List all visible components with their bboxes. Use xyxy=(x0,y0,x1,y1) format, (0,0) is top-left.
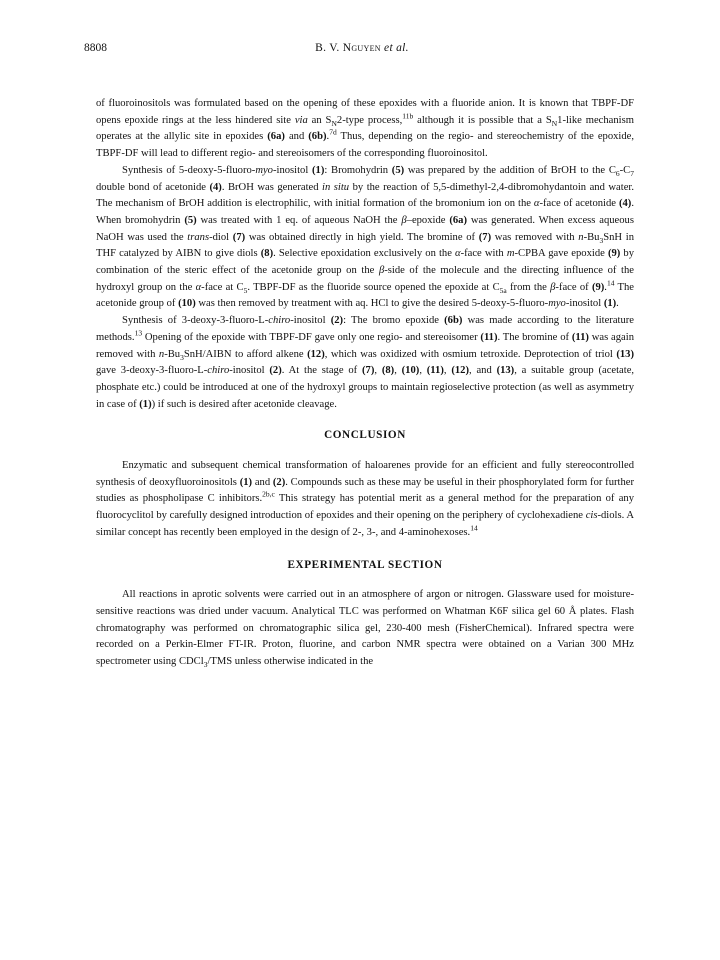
text-run: 6 xyxy=(615,168,620,178)
text-run: . TBPF-DF as the fluoride source opened the epoxide at C xyxy=(247,281,500,293)
text-run: (8) xyxy=(260,248,274,260)
spacer xyxy=(96,413,634,427)
text-run: -diols. A similar concept has recently been employed in the design of 2-, 3-, and 4-aminohexoses. xyxy=(96,510,634,538)
citation: 14 xyxy=(470,523,478,533)
text-run: This strategy has potential merit as a general method for the preparation of any fluorocyclitol by carefully designed introduction of epoxides and their opening on the periphery of cyclohexadiene xyxy=(96,493,634,522)
text-run: Synthesis of 3-deoxy-3-fluoro-L- xyxy=(122,315,269,327)
text-run: (9) xyxy=(607,248,621,260)
text-run: -inositol xyxy=(229,365,270,377)
text-run: (4) xyxy=(209,181,222,193)
text-run: an S xyxy=(307,114,332,126)
author-initials: B. V. xyxy=(315,42,343,54)
text-run: . xyxy=(604,281,607,293)
text-run: (1) xyxy=(312,164,325,176)
text-run: 2-type process, xyxy=(336,114,403,126)
text-run: (4) xyxy=(618,198,632,210)
text-run: 3 xyxy=(599,235,604,245)
text-run: n xyxy=(578,231,584,243)
text-run: and xyxy=(252,476,273,488)
text-run: (1) xyxy=(139,398,152,410)
text-run: (6b) xyxy=(444,315,463,327)
text-run: cis xyxy=(585,510,598,522)
paragraph-experimental xyxy=(96,587,634,671)
text-run: , a suitable group (acetate, phosphate etc.) could be introduced at one of the hydroxyl groups to maintain regioselective protection (as well as asymmetry in case of xyxy=(96,365,635,410)
text-run: (2) xyxy=(269,365,282,377)
text-run: double bond of acetonide xyxy=(96,181,210,193)
text-run: (7) xyxy=(232,231,246,243)
text-run: was removed with xyxy=(491,231,579,243)
text-run: . At the stage of xyxy=(281,365,362,377)
text-run: was obtained directly in high yield. The bromine of xyxy=(245,231,479,243)
text-run: , xyxy=(443,365,452,377)
text-run: , xyxy=(419,365,427,377)
text-run: -diol xyxy=(209,231,233,243)
text-run: . xyxy=(326,131,330,143)
text-run: m xyxy=(506,248,515,260)
text-run: 3 xyxy=(180,352,184,362)
spacer xyxy=(96,573,634,587)
text-run: was generated. When excess aqueous NaOH was used the xyxy=(96,214,634,243)
citation: 11b xyxy=(402,111,414,121)
text-run: β xyxy=(401,214,407,226)
text-run: (2) xyxy=(272,476,286,488)
text-run: (11) xyxy=(480,331,498,343)
author-etal: et al. xyxy=(384,42,409,54)
text-run: N xyxy=(331,118,337,128)
text-run: was again removed with xyxy=(96,331,634,360)
text-run: -CPBA gave epoxide xyxy=(514,248,608,260)
text-run: , which was oxidized with osmium tetroxide. Deprotection of triol xyxy=(324,348,617,360)
text-run: was treated with 1 eq. of aqueous NaOH the xyxy=(196,214,402,226)
paragraph-conclusion xyxy=(96,458,634,542)
text-run: in situ xyxy=(322,181,350,193)
citation: 7d xyxy=(329,127,337,137)
text-run: . Compounds such as these may be useful in their phosphorylated form for further studies as phospholipase C inhibitors. xyxy=(96,476,635,505)
text-run: (13) xyxy=(616,348,634,360)
text-run: The acetonide group of xyxy=(96,281,635,310)
spacer xyxy=(96,444,634,458)
text-run: was prepared by the addition of BrOH to the C xyxy=(404,164,616,176)
page-header xyxy=(84,42,640,60)
text-run: (5) xyxy=(184,214,197,226)
text-run: α xyxy=(455,248,461,260)
text-run: SnH in THF catalyzed by AIBN to give diols xyxy=(96,231,634,260)
text-run: was then removed by treatment with aq. HCl to give the desired 5-deoxy-5-fluoro- xyxy=(195,298,549,310)
text-run: -side of the molecule and the directing influence of the hydroxyl group on the xyxy=(96,265,634,293)
text-run: . The bromine of xyxy=(497,331,572,343)
text-run: (12) xyxy=(307,348,325,360)
text-run: All reactions in aprotic solvents were carried out in an atmosphere of argon or nitrogen. Glassware used for moisture-sensitive reactions was dried under vacuum. Analytical TLC was performed on Whatman K6F silica gel 60 Å plates. Flash chromatography was performed on chromatographic silica gel, 230-400 mesh (FisherChemical). Infrared spectra were recorded on a Perkin-Elmer FT-IR. Proton, fluorine, and carbon NMR spectra were obtained on a Varian 300 MHz spectrometer using CDCl xyxy=(96,589,634,668)
text-run: β xyxy=(378,265,385,277)
text-run: of fluoroinositols was formulated based on the opening of these epoxides with a fluoride anion. It is known that TBPF-DF opens epoxide rings at the less hindered site xyxy=(96,98,634,126)
text-run: (7) xyxy=(362,365,375,377)
text-run: -face of acetonide xyxy=(539,198,619,210)
author-surname: Nguyen xyxy=(342,42,381,54)
text-run: (6a) xyxy=(267,131,285,143)
text-run: Opening of the epoxide with TBPF-DF gave only one regio- and stereoisomer xyxy=(142,331,481,343)
text-run: (5) xyxy=(391,164,405,176)
text-run: myo xyxy=(548,298,566,310)
text-run: -face of xyxy=(555,281,592,293)
article-body xyxy=(96,96,634,671)
text-run: although it is possible that a S xyxy=(413,114,552,126)
text-run: , and xyxy=(468,365,497,377)
text-run: (1) xyxy=(239,476,253,488)
text-run: -Bu xyxy=(583,231,600,243)
text-run: trans xyxy=(187,231,210,243)
text-run: . xyxy=(616,298,619,310)
text-run: . When bromohydrin xyxy=(96,198,634,226)
text-run: . BrOH was generated xyxy=(221,181,323,193)
text-run: chiro xyxy=(207,365,230,377)
text-run: : Bromohydrin xyxy=(324,164,392,176)
text-run: ) if such is desired after acetonide cleavage. xyxy=(151,398,337,410)
conclusion-heading: CONCLUSION xyxy=(324,429,406,442)
text-run: -inositol xyxy=(565,298,604,310)
text-run: Enzymatic and subsequent chemical transformation of haloarenes provide for an efficient and fully stereocontrolled synthesis of deoxyfluoroinositols xyxy=(96,460,634,488)
text-run: by the reaction of 5,5-dimethyl-2,4-dibromohydantoin and water. The mechanism of BrOH addition is electrophilic, with initial formation of the bromonium ion on the xyxy=(96,181,634,210)
citation: 2b,c xyxy=(262,489,275,499)
text-run: chiro xyxy=(268,315,291,327)
text-run: (11) xyxy=(571,331,589,343)
text-run: 1-like mechanism operates at the allylic site in epoxides xyxy=(96,114,634,143)
text-run: , xyxy=(374,365,382,377)
text-run: : The bromo epoxide xyxy=(343,315,445,327)
text-run: SnH/AIBN to afford alkene xyxy=(183,348,308,360)
text-run: Synthesis of 5-deoxy-5-fluoro- xyxy=(122,164,256,176)
text-run: -inositol xyxy=(272,164,312,176)
text-run: myo xyxy=(255,164,273,176)
page-number: 8808 xyxy=(84,42,107,54)
text-run: (11) xyxy=(426,365,444,377)
text-run: (1) xyxy=(603,298,617,310)
text-run: -face with xyxy=(460,248,507,260)
text-run: β xyxy=(550,281,556,293)
experimental-heading: EXPERIMENTAL SECTION xyxy=(287,558,443,571)
paragraph-synthesis-chiro-inositol xyxy=(96,313,634,413)
paragraph-epoxide-opening xyxy=(96,96,634,163)
text-run: -C xyxy=(619,164,631,176)
text-run: from the xyxy=(506,281,551,293)
text-run: α xyxy=(195,281,202,293)
text-run: was made according to the literature methods. xyxy=(96,315,634,343)
citation: 14 xyxy=(606,278,615,288)
text-run: n xyxy=(158,348,165,360)
text-run: gave 3-deoxy-3-fluoro-L- xyxy=(96,365,208,377)
text-run: 7 xyxy=(630,168,634,178)
text-run: 3 xyxy=(203,660,208,670)
text-run: . Selective epoxidation exclusively on the xyxy=(273,248,456,260)
text-run: Thus, depending on the regio- and stereochemistry of the epoxide, TBPF-DF will lead to different regio- and stereoisomers of the corresponding fluoroinositol. xyxy=(96,131,634,160)
text-run: 5 xyxy=(243,285,248,295)
text-run: N xyxy=(551,118,558,128)
paragraph-synthesis-myo-inositol xyxy=(96,163,634,313)
text-run: -inositol xyxy=(290,315,331,327)
text-run: via xyxy=(294,114,308,126)
text-run: (10) xyxy=(178,298,196,310)
citation: 13 xyxy=(134,328,143,338)
running-head xyxy=(84,42,640,54)
text-run: and xyxy=(284,131,309,143)
text-run: (12) xyxy=(451,365,469,377)
text-run: –epoxide xyxy=(406,214,450,226)
text-run: (6b) xyxy=(308,131,327,143)
text-run: , xyxy=(394,365,402,377)
text-run: (6a) xyxy=(449,214,467,226)
text-run: (13) xyxy=(496,365,515,377)
text-run: 5a xyxy=(499,285,507,295)
spacer xyxy=(96,542,634,557)
text-run: (9) xyxy=(591,281,605,293)
text-run: /TMS unless otherwise indicated in the xyxy=(207,656,374,668)
text-run: (7) xyxy=(478,231,492,243)
text-run: (10) xyxy=(401,365,420,377)
text-run: -face at C xyxy=(201,281,244,293)
text-run: (8) xyxy=(381,365,395,377)
text-run: by combination of the steric effect of the acetonide group on the xyxy=(96,248,635,277)
text-run: -Bu xyxy=(164,348,181,360)
text-run: (2) xyxy=(330,315,344,327)
text-run: α xyxy=(533,198,540,210)
